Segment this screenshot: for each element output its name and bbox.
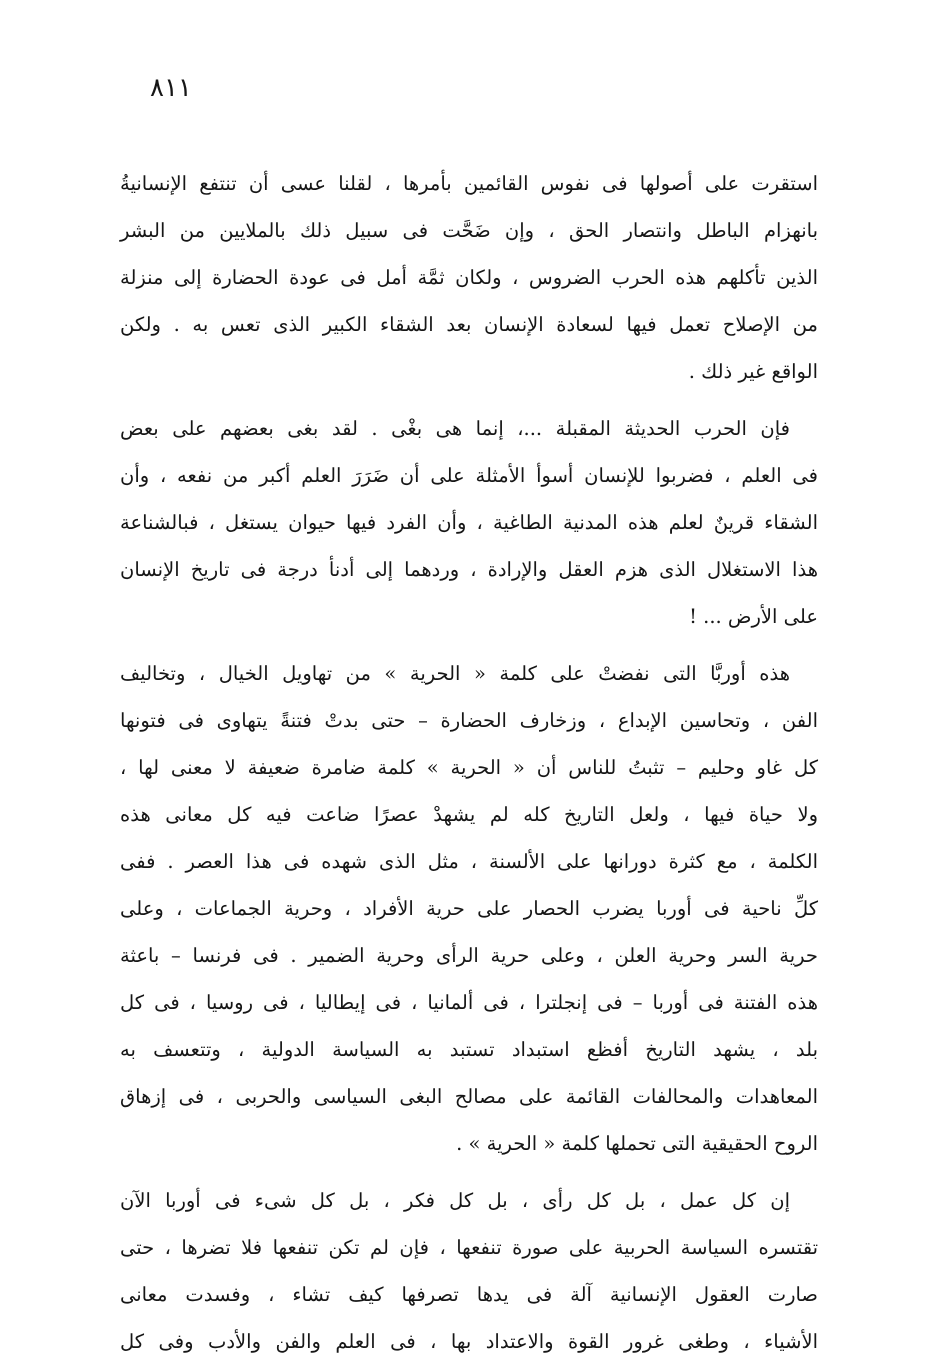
text-line: بانهزام الباطل وانتصار الحق ، وإن ضَحَّت فى سبيل ذلك بالملايين من البشر	[120, 219, 818, 242]
text-line: تقتسره السياسة الحربية على صورة تنفعها ، فإن لم تكن تنفعها فلا تضرها ، حتى	[120, 1236, 818, 1259]
text-line: على الأرض ... !	[689, 605, 818, 628]
text-line: الأشياء ، وطغى غرور القوة والاعتداد بها ، فى العلم والفن والأدب وفى كل	[120, 1330, 818, 1353]
text-line: الروح الحقيقية التى تحملها كلمة « الحرية » .	[456, 1132, 818, 1155]
text-line: الكلمة ، مع كثرة دورانها على الألسنة ، مثل الذى شهده فى هذا العصر . ففى	[120, 850, 818, 873]
paragraph-gap	[120, 395, 818, 405]
text-line: بلد ، يشهد التاريخ أفظع استبداد تستبد به السياسة الدولية ، وتتعسف به	[120, 1038, 818, 1061]
body-text	[120, 160, 818, 1365]
text-line: الواقع غير ذلك .	[688, 360, 818, 383]
text-line: كلِّ ناحية فى أوربا يضرب الحصار على حرية الأفراد ، وحرية الجماعات ، وعلى	[120, 897, 818, 920]
text-line: هذه الفتنة فى أوربا – فى إنجلترا ، فى ألمانيا ، فى إيطاليا ، فى روسيا ، فى كل	[120, 991, 818, 1014]
paragraph-gap	[120, 1167, 818, 1177]
text-line: هذا الاستغلال الذى هزم العقل والإرادة ، وردهما إلى أدنأ درجة فى تاريخ الإنسان	[120, 558, 818, 581]
text-line: ولا حياة فيها ، ولعل التاريخ كله لم يشهدْ عصرًا ضاعت فيه كل معانى هذه	[120, 803, 818, 826]
paragraph	[120, 405, 818, 640]
text-line: صارت العقول الإنسانية آلة فى يدها تصرفها كيف تشاء ، وفسدت معانى	[120, 1283, 818, 1306]
text-line: إن كل عمل ، بل كل رأى ، بل كل فكر ، بل كل شىء فى أوربا الآن	[120, 1189, 790, 1212]
paragraph	[120, 1177, 818, 1365]
text-line: فى العلم ، فضربوا للإنسان أسوأ الأمثلة على أن ضَرَرَ العلم أكبر من نفعه ، وأن	[120, 464, 818, 487]
text-line: المعاهدات والمحالفات القائمة على مصالح البغى السياسى والحربى ، فى إزهاق	[120, 1085, 818, 1108]
text-line: هذه أوربَّا التى نفضتْ على كلمة « الحرية » من تهاويل الخيال ، وتخاليف	[120, 662, 790, 685]
paragraph	[120, 160, 818, 395]
text-line: كل غاو وحليم – تثبتُ للناس أن « الحرية » كلمة ضامرة ضعيفة لا معنى لها ،	[120, 756, 818, 779]
text-line: الذين تأكلهم هذه الحرب الضروس ، ولكان ثمَّة أمل فى عودة الحضارة إلى منزلة	[120, 266, 818, 289]
paragraph-gap	[120, 640, 818, 650]
page-number: ٨١١	[150, 73, 192, 103]
text-line: من الإصلاح تعمل فيها لسعادة الإنسان بعد الشقاء الكبير الذى تعس به . ولكن	[120, 313, 818, 336]
text-line: الشقاء قرينٌ لعلم هذه المدنية الطاغية ، وأن الفرد فيها حيوان يستغل ، فبالشناعة	[120, 511, 818, 534]
text-line: حرية السر وحرية العلن ، وعلى حرية الرأى وحرية الضمير . فى فرنسا – باعثة	[120, 944, 818, 967]
text-line: الفن ، وتحاسين الإبداع ، وزخارف الحضارة – حتى بدتْ فتنةً يتهاوى فى فتونها	[120, 709, 818, 732]
paragraph	[120, 650, 818, 1167]
text-line: فإن الحرب الحديثة المقبلة ...، إنما هى بغْى . لقد بغى بعضهم على بعض	[120, 417, 790, 440]
text-line: استقرت على أصولها فى نفوس القائمين بأمرها ، لقلنا عسى أن تنتفع الإنسانيةُ	[120, 172, 818, 195]
